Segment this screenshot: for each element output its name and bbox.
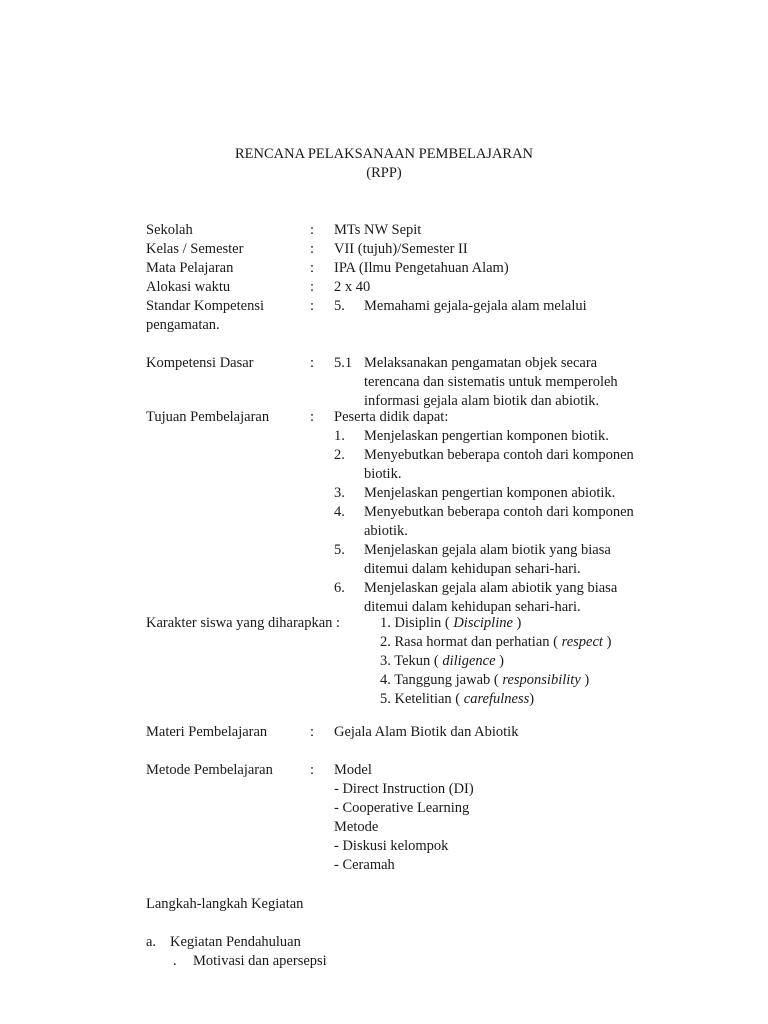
field-label: Sekolah <box>146 222 193 238</box>
list-item <box>380 652 504 671</box>
section-subheading: Kegiatan Pendahuluan <box>170 934 301 950</box>
list-item: biotik. <box>364 466 402 482</box>
item-text: ) <box>529 691 535 707</box>
list-item: - Direct Instruction (DI) <box>334 781 474 797</box>
item-marker: . <box>173 953 177 969</box>
field-label: Standar Kompetensi <box>146 298 264 314</box>
colon: : <box>310 279 315 295</box>
list-item: Menjelaskan pengertian komponen abiotik. <box>364 485 616 501</box>
colon: : <box>310 298 315 314</box>
field-label: Tujuan Pembelajaran <box>146 409 270 425</box>
item-number: 5. <box>334 542 345 558</box>
document-title: RENCANA PELAKSANAAN PEMBELAJARAN <box>234 146 534 162</box>
list-item <box>380 690 534 709</box>
item-number: 5. <box>334 298 345 314</box>
list-item: - Cooperative Learning <box>334 800 470 816</box>
field-value: 2 x 40 <box>334 279 371 295</box>
field-label: Karakter siswa yang diharapkan : <box>146 615 341 631</box>
field-value: VII (tujuh)/Semester II <box>334 241 468 257</box>
list-item: Motivasi dan apersepsi <box>193 953 327 969</box>
english-term: respect <box>561 634 603 650</box>
item-text: ) <box>602 634 612 650</box>
item-number: 5.1 <box>334 355 353 371</box>
item-number: 6. <box>334 580 345 596</box>
item-text: 1. Disiplin ( <box>380 615 454 631</box>
list-item <box>380 633 611 652</box>
field-value-continued: pengamatan. <box>146 317 220 333</box>
colon: : <box>310 355 315 371</box>
field-value: Melaksanakan pengamatan objek secara <box>364 355 598 371</box>
field-value: informasi gejala alam biotik dan abiotik. <box>364 393 600 409</box>
item-text: 2. Rasa hormat dan perhatian ( <box>380 634 562 650</box>
field-value: terencana dan sistematis untuk memperoleh <box>364 374 618 390</box>
list-item: Menjelaskan gejala alam abiotik yang biasa <box>364 580 618 596</box>
english-term: diligence <box>442 653 496 669</box>
list-item: Menyebutkan beberapa contoh dari komponen <box>364 504 634 520</box>
item-text: ) <box>495 653 504 669</box>
document-subtitle: (RPP) <box>366 165 402 181</box>
field-label: Mata Pelajaran <box>146 260 234 276</box>
list-item: abiotik. <box>364 523 408 539</box>
list-item: Metode <box>334 819 379 835</box>
english-term: Discipline <box>453 615 513 631</box>
list-item <box>380 671 589 690</box>
section-heading: Langkah-langkah Kegiatan <box>146 896 304 912</box>
list-item: - Ceramah <box>334 857 395 873</box>
colon: : <box>310 409 315 425</box>
item-number: 4. <box>334 504 345 520</box>
field-label: Metode Pembelajaran <box>146 762 273 778</box>
english-term: responsibility <box>502 672 581 688</box>
field-label: Kelas / Semester <box>146 241 244 257</box>
item-number: 1. <box>334 428 345 444</box>
item-text: ) <box>580 672 590 688</box>
colon: : <box>310 222 315 238</box>
list-item: - Diskusi kelompok <box>334 838 449 854</box>
list-item: ditemui dalam kehidupan sehari-hari. <box>364 599 581 615</box>
item-text: 4. Tanggung jawab ( <box>380 672 503 688</box>
field-value: MTs NW Sepit <box>334 222 422 238</box>
list-item: Menjelaskan gejala alam biotik yang biasa <box>364 542 611 558</box>
colon: : <box>310 241 315 257</box>
list-item: ditemui dalam kehidupan sehari-hari. <box>364 561 581 577</box>
field-value: IPA (Ilmu Pengetahuan Alam) <box>334 260 509 276</box>
field-value: Peserta didik dapat: <box>334 409 449 425</box>
item-number: 2. <box>334 447 345 463</box>
colon: : <box>310 260 315 276</box>
item-text: 5. Ketelitian ( <box>380 691 464 707</box>
field-label: Alokasi waktu <box>146 279 231 295</box>
item-marker: a. <box>146 934 157 950</box>
field-label: Kompetensi Dasar <box>146 355 254 371</box>
list-item: Model <box>334 762 372 778</box>
field-label: Materi Pembelajaran <box>146 724 268 740</box>
list-item: Menjelaskan pengertian komponen biotik. <box>364 428 609 444</box>
list-item <box>380 614 521 633</box>
item-text: ) <box>512 615 522 631</box>
colon: : <box>310 724 315 740</box>
item-text: 3. Tekun ( <box>380 653 443 669</box>
field-value: Gejala Alam Biotik dan Abiotik <box>334 724 519 740</box>
colon: : <box>310 762 315 778</box>
item-number: 3. <box>334 485 345 501</box>
english-term: carefulness <box>463 691 530 707</box>
list-item: Menyebutkan beberapa contoh dari komponen <box>364 447 634 463</box>
field-value: Memahami gejala-gejala alam melalui <box>364 298 587 314</box>
